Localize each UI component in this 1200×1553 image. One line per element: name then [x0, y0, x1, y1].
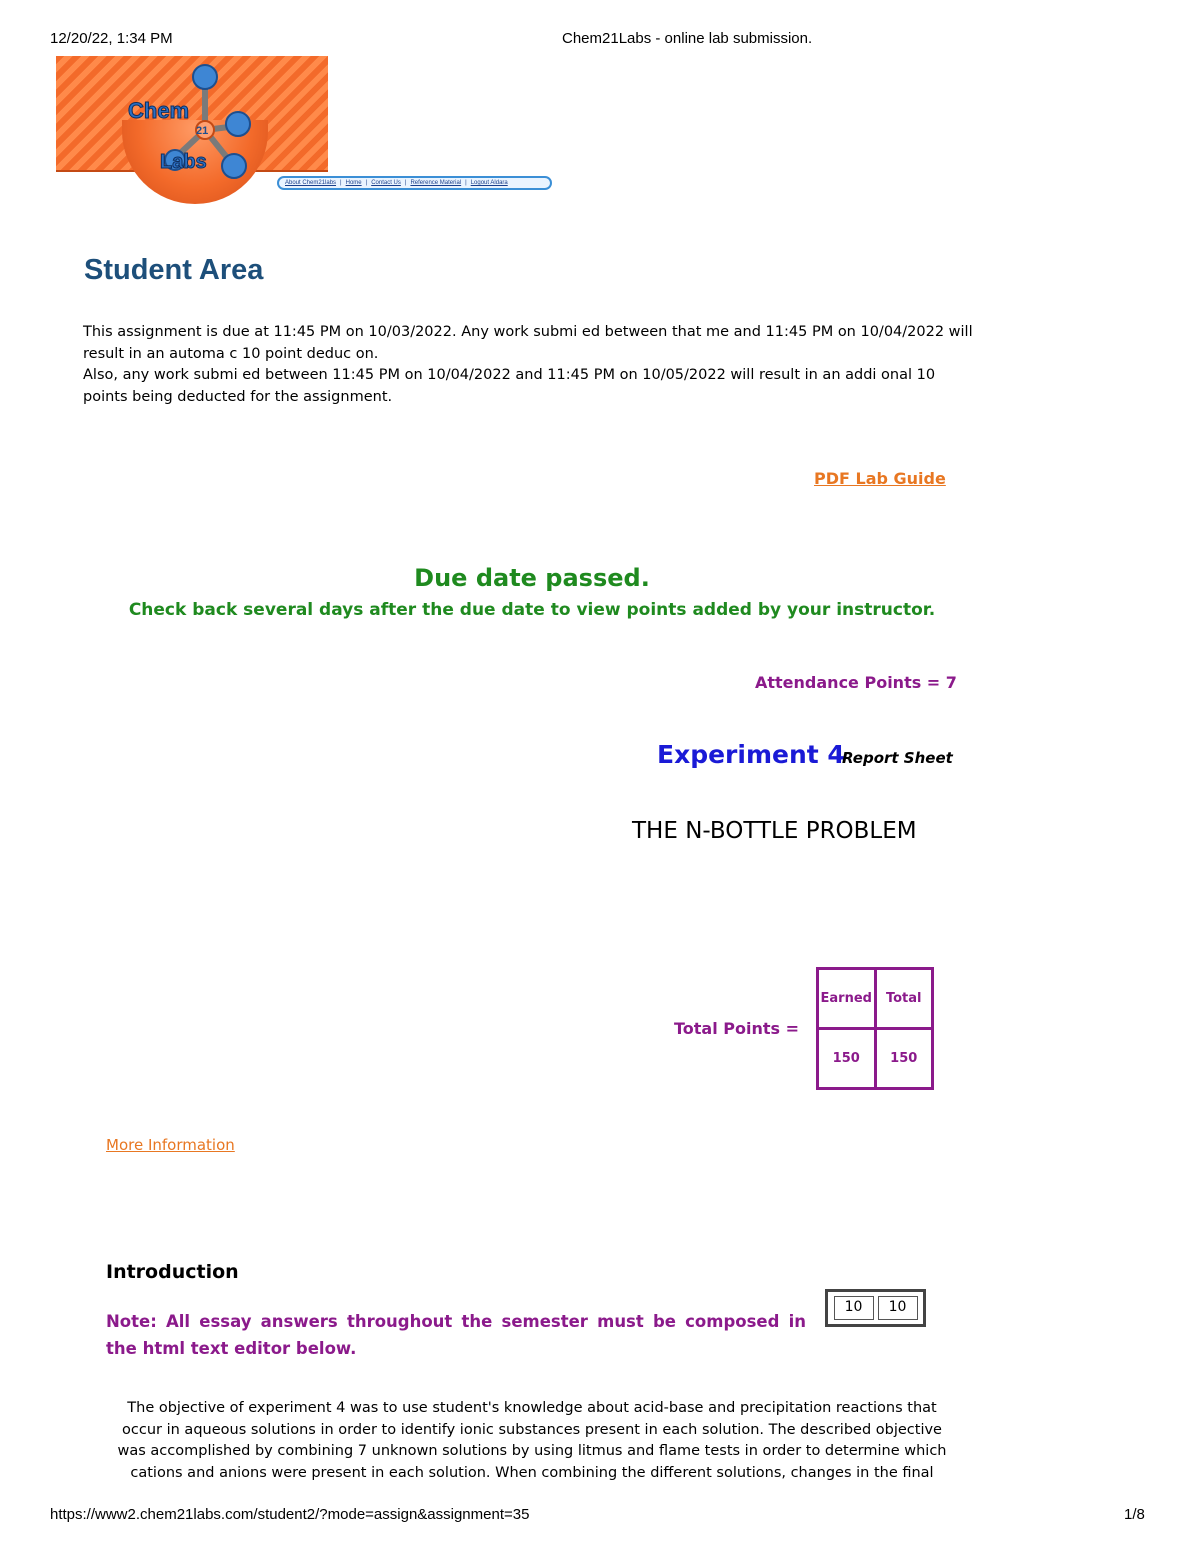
logo-text-21: 21 — [196, 125, 209, 137]
page-title: Student Area — [84, 254, 264, 286]
earned-header: Earned — [818, 969, 876, 1029]
nav-logout[interactable]: Logout Aldara — [470, 180, 508, 186]
molecule-logo-icon[interactable] — [120, 60, 280, 190]
total-header: Total — [875, 969, 933, 1029]
nav-reference[interactable]: Reference Material — [410, 180, 462, 186]
top-nav-bar: About Chem21labs | Home | Contact Us | Reference Material | Logout Aldara — [277, 176, 552, 190]
total-points-table — [816, 967, 934, 1090]
nav-about[interactable]: About Chem21labs — [285, 180, 337, 186]
introduction-score-box — [825, 1289, 926, 1327]
logo-text-labs: Labs — [160, 151, 207, 173]
notice-line-2: Also, any work submi ed between 11:45 PM on 10/04/2022 and 11:45 PM on 10/05/2022 will result in an addi onal 10 points being deducted for the assignment. — [83, 367, 936, 405]
essay-note: Note: All essay answers throughout the semester must be composed in the html text editor below. — [106, 1312, 806, 1358]
nav-contact[interactable]: Contact Us — [371, 180, 401, 186]
print-page-number: 1/8 — [1124, 1506, 1145, 1523]
nav-home[interactable]: Home — [345, 180, 362, 186]
more-information-link[interactable]: More Information — [106, 1136, 235, 1154]
print-url: https://www2.chem21labs.com/student2/?mode=assign&assignment=35 — [50, 1506, 530, 1523]
attendance-points: Attendance Points = 7 — [755, 673, 957, 692]
due-date-message: Check back several days after the due date to view points added by your instructor. — [128, 600, 936, 620]
earned-value: 150 — [818, 1029, 876, 1089]
introduction-essay-text: The objective of experiment 4 was to use student's knowledge about acid-base and precipitation reactions that occur in aqueous solutions in order to identify ionic substances present in each solution. The described objective was accomplished by combining 7 unknown solutions by using litmus and flame tests in order to determine which cations and anions were present in each solution. When combining the different solutions, changes in the final — [117, 1400, 947, 1481]
print-datetime: 12/20/22, 1:34 PM — [50, 30, 173, 47]
due-notice — [83, 322, 973, 408]
total-value: 150 — [875, 1029, 933, 1089]
experiment-title: Experiment 4 — [657, 740, 845, 769]
pdf-lab-guide-link[interactable]: PDF Lab Guide — [814, 469, 946, 488]
print-page-title: Chem21Labs - online lab submission. — [562, 30, 813, 47]
due-date-passed-heading: Due date passed. — [414, 564, 650, 592]
introduction-heading: Introduction — [106, 1261, 239, 1283]
experiment-problem-title: THE N-BOTTLE PROBLEM — [632, 818, 917, 844]
intro-score-total: 10 — [878, 1296, 918, 1320]
notice-line-1: This assignment is due at 11:45 PM on 10/03/2022. Any work submi ed between that me and 11:45 PM on 10/04/2022 will result in an automa c 10 point deduc on. — [83, 324, 973, 362]
logo-text-chem: Chem — [128, 98, 190, 123]
intro-score-earned: 10 — [834, 1296, 874, 1320]
report-sheet-label: Report Sheet — [842, 749, 953, 767]
total-points-label: Total Points = — [674, 1019, 800, 1038]
